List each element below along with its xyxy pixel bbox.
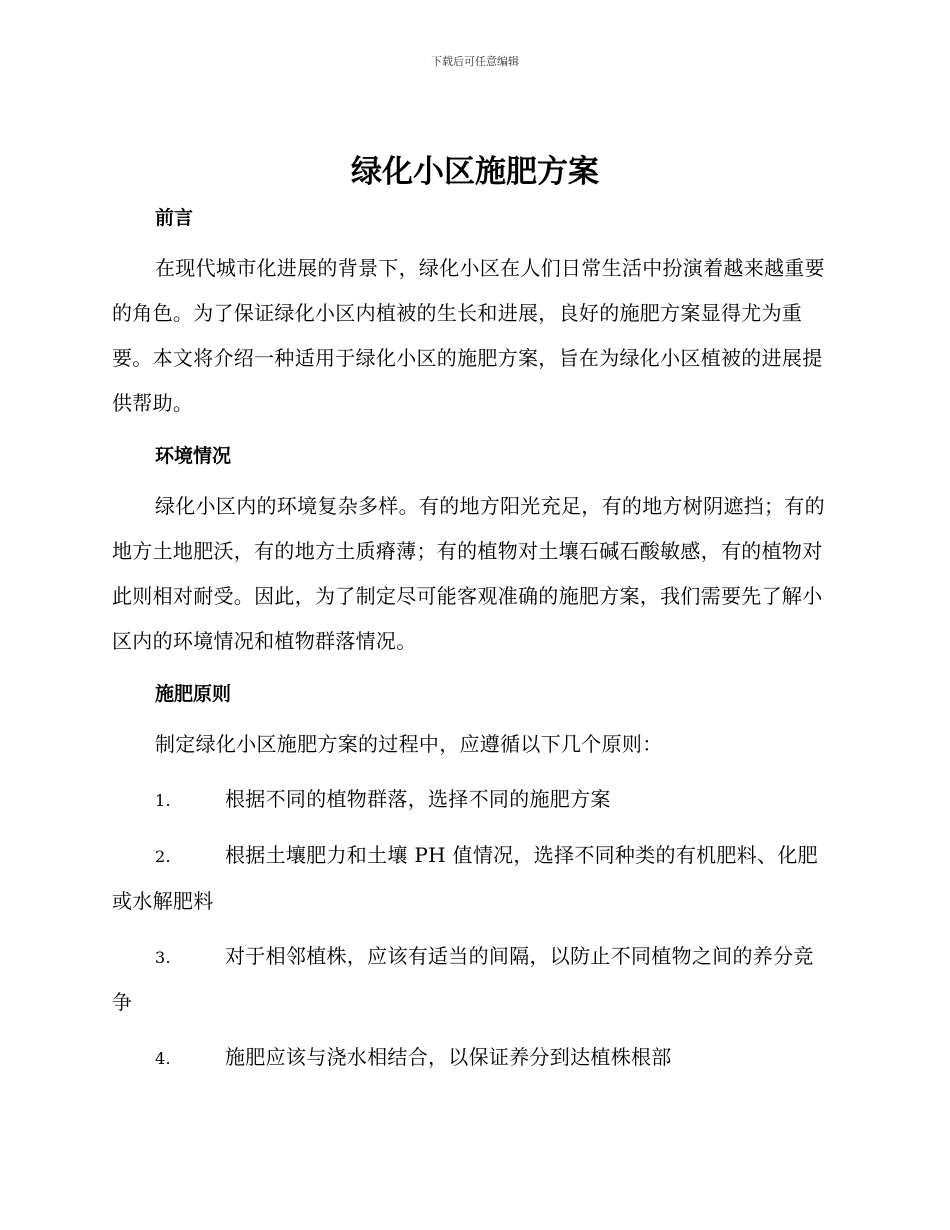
section-heading: 前言 [155, 207, 194, 229]
document-title: 绿化小区施肥方案 [351, 154, 599, 190]
list-item-text: 施肥应该与浇水相结合，以保证养分到达植株根部 [225, 1045, 672, 1069]
section-preface [112, 200, 832, 426]
section-paragraph: 在现代城市化进展的背景下，绿化小区在人们日常生活中扮演着越来越重要的角色。为了保证绿化小区内植被的生长和进展，良好的施肥方案显得尤为重要。本文将介绍一种适用于绿化小区的施肥方案，旨在为绿化小区植被的进展提供帮助。 [112, 256, 825, 415]
section-heading: 施肥原则 [155, 683, 232, 705]
list-item-number: 1. [155, 791, 171, 810]
section-principles [112, 676, 832, 1081]
list-item-number: 3. [155, 948, 171, 967]
list-item-number: 4. [155, 1049, 171, 1068]
section-heading: 环境情况 [155, 445, 232, 467]
header-note: 下载后可任意编辑 [431, 55, 519, 68]
list-item-text: 对于相邻植株，应该有适当的间隔，以防止不同植物之间的养分竞争 [112, 944, 814, 1014]
list-item-number: 2. [155, 847, 171, 866]
section-paragraph: 制定绿化小区施肥方案的过程中，应遵循以下几个原则： [155, 732, 663, 756]
list-item [112, 777, 832, 823]
section-environment [112, 438, 832, 664]
list-item [112, 833, 832, 924]
list-item-text: 根据土壤肥力和土壤 PH 值情况，选择不同种类的有机肥料、化肥或水解肥料 [112, 843, 818, 913]
section-paragraph: 绿化小区内的环境复杂多样。有的地方阳光充足，有的地方树阴遮挡；有的地方土地肥沃，有的地方土质瘠薄；有的植物对土壤石碱石酸敏感，有的植物对此则相对耐受。因此，为了制定尽可能客观准确的施肥方案，我们需要先了解小区内的环境情况和植物群落情况。 [112, 494, 825, 653]
list-item-text: 根据不同的植物群落，选择不同的施肥方案 [225, 787, 611, 811]
list-item [112, 1035, 832, 1081]
list-item [112, 934, 832, 1025]
document-body [112, 200, 832, 1081]
